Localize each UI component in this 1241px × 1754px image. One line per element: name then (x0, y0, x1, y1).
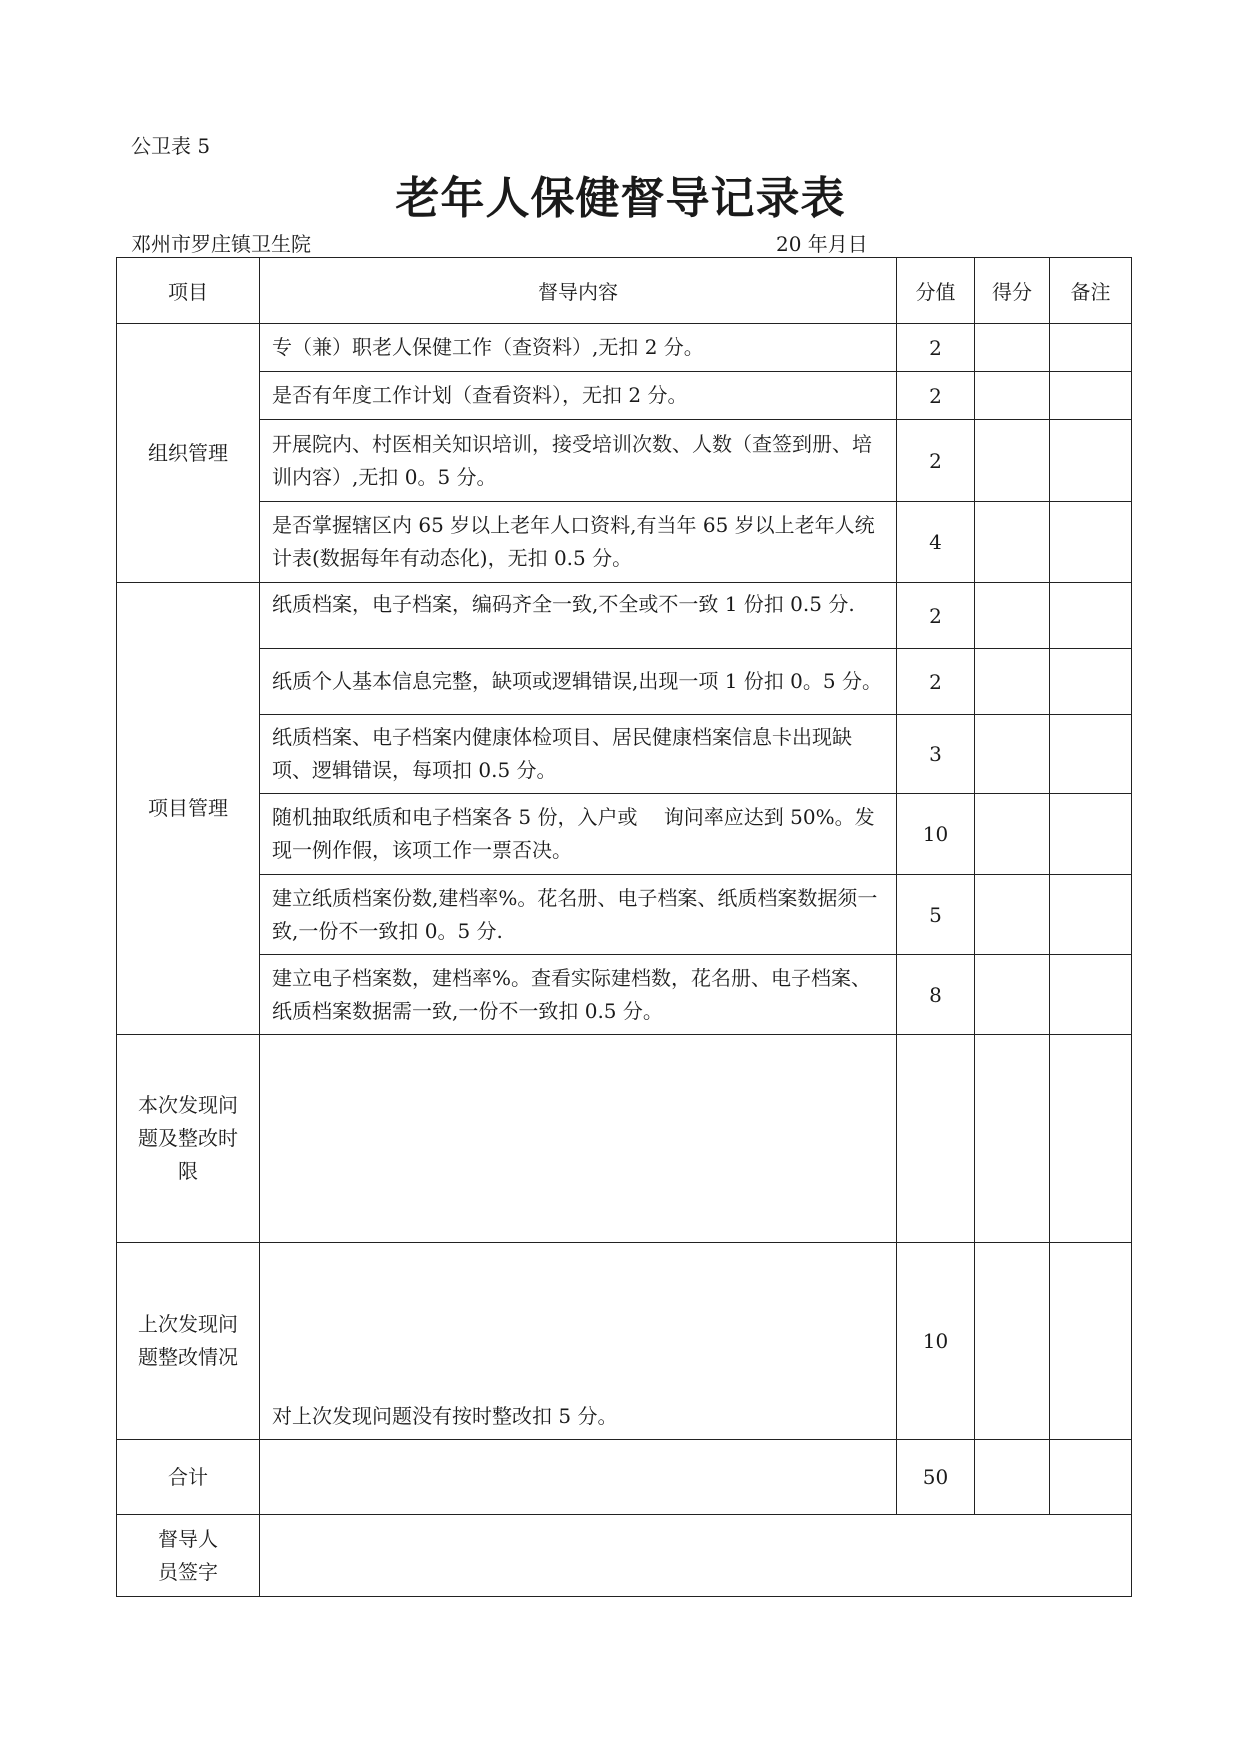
remarks-cell[interactable] (1050, 955, 1132, 1035)
score-value: 10 (897, 1243, 975, 1440)
table-row (117, 649, 1132, 715)
remarks-cell[interactable] (1050, 715, 1132, 794)
record-date: 20 年月日 (776, 232, 868, 256)
remarks-cell[interactable] (1050, 1035, 1132, 1243)
table-row (117, 875, 1132, 955)
score-obtained-cell[interactable] (975, 649, 1050, 715)
remarks-cell[interactable] (1050, 794, 1132, 875)
criterion-content: 建立电子档案数，建档率%。查看实际建档数，花名册、电子档案、纸质档案数据需一致,一份不一致扣 0.5 分。 (260, 955, 897, 1035)
score-obtained-cell[interactable] (975, 955, 1050, 1035)
criterion-content: 纸质档案、电子档案内健康体检项目、居民健康档案信息卡出现缺项、逻辑错误，每项扣 0.5 分。 (260, 715, 897, 794)
score-obtained-cell[interactable] (975, 715, 1050, 794)
signature-label (117, 1515, 260, 1597)
score-value: 2 (897, 649, 975, 715)
current-issues-content[interactable] (260, 1035, 897, 1243)
score-obtained-cell[interactable] (975, 583, 1050, 649)
score-obtained-cell[interactable] (975, 324, 1050, 372)
criterion-content: 随机抽取纸质和电子档案各 5 份，入户或 询问率应达到 50%。发现一例作假，该项工作一票否决。 (260, 794, 897, 875)
column-header-score-value: 分值 (897, 258, 975, 324)
table-header-row (117, 258, 1132, 324)
table-row (117, 372, 1132, 420)
criterion-content: 纸质个人基本信息完整，缺项或逻辑错误,出现一项 1 份扣 0。5 分。 (260, 649, 897, 715)
remarks-cell[interactable] (1050, 420, 1132, 502)
criterion-content: 开展院内、村医相关知识培训，接受培训次数、人数（查签到册、培训内容）,无扣 0。5 分。 (260, 420, 897, 502)
total-remarks-cell[interactable] (1050, 1440, 1132, 1515)
table-row (117, 1440, 1132, 1515)
score-value: 3 (897, 715, 975, 794)
total-score-value: 50 (897, 1440, 975, 1515)
criterion-content: 是否掌握辖区内 65 岁以上老年人口资料,有当年 65 岁以上老年人统计表(数据每年有动态化)，无扣 0.5 分。 (260, 502, 897, 583)
form-code: 公卫表 5 (131, 134, 211, 158)
table-row (117, 955, 1132, 1035)
column-header-item: 项目 (117, 258, 260, 324)
category-organization-management: 组织管理 (117, 324, 260, 583)
current-issues-label-text: 本次发现问题及整改时限 (138, 1093, 238, 1183)
table-row (117, 1515, 1132, 1597)
score-value: 5 (897, 875, 975, 955)
score-value: 2 (897, 324, 975, 372)
table-row (117, 324, 1132, 372)
column-header-remarks: 备注 (1050, 258, 1132, 324)
total-content-cell (260, 1440, 897, 1515)
remarks-cell[interactable] (1050, 324, 1132, 372)
score-value: 4 (897, 502, 975, 583)
current-issues-label (117, 1035, 260, 1243)
previous-issues-label (117, 1243, 260, 1440)
remarks-cell[interactable] (1050, 502, 1132, 583)
total-score-obtained-cell[interactable] (975, 1440, 1050, 1515)
score-obtained-cell[interactable] (975, 372, 1050, 420)
remarks-cell[interactable] (1050, 1243, 1132, 1440)
previous-issues-content: 对上次发现问题没有按时整改扣 5 分。 (260, 1243, 897, 1440)
table-row (117, 1243, 1132, 1440)
criterion-content: 是否有年度工作计划（查看资料），无扣 2 分。 (260, 372, 897, 420)
supervision-record-table (116, 257, 1132, 1597)
score-obtained-cell[interactable] (975, 1243, 1050, 1440)
criterion-content: 建立纸质档案份数,建档率%。花名册、电子档案、纸质档案数据须一致,一份不一致扣 0。5 分. (260, 875, 897, 955)
table-row (117, 715, 1132, 794)
signature-label-text: 督导人员签字 (158, 1526, 218, 1584)
criterion-content: 专（兼）职老人保健工作（查资料）,无扣 2 分。 (260, 324, 897, 372)
score-obtained-cell[interactable] (975, 502, 1050, 583)
score-value (897, 1035, 975, 1243)
table-row (117, 1035, 1132, 1243)
score-value: 2 (897, 583, 975, 649)
score-value: 2 (897, 372, 975, 420)
signature-field[interactable] (260, 1515, 1132, 1597)
column-header-score-obtained: 得分 (975, 258, 1050, 324)
score-obtained-cell[interactable] (975, 875, 1050, 955)
score-obtained-cell[interactable] (975, 794, 1050, 875)
remarks-cell[interactable] (1050, 583, 1132, 649)
column-header-content: 督导内容 (260, 258, 897, 324)
score-obtained-cell[interactable] (975, 420, 1050, 502)
remarks-cell[interactable] (1050, 875, 1132, 955)
page-title: 老年人保健督导记录表 (395, 173, 846, 224)
table-row (117, 420, 1132, 502)
score-value: 8 (897, 955, 975, 1035)
criterion-content: 纸质档案，电子档案，编码齐全一致,不全或不一致 1 份扣 0.5 分. (260, 583, 897, 649)
table-row (117, 794, 1132, 875)
score-obtained-cell[interactable] (975, 1035, 1050, 1243)
category-project-management: 项目管理 (117, 583, 260, 1035)
remarks-cell[interactable] (1050, 649, 1132, 715)
score-value: 2 (897, 420, 975, 502)
table-row (117, 502, 1132, 583)
organization-name: 邓州市罗庄镇卫生院 (131, 232, 311, 256)
score-value: 10 (897, 794, 975, 875)
previous-issues-label-text: 上次发现问题整改情况 (138, 1312, 238, 1369)
total-label: 合计 (117, 1440, 260, 1515)
table-row (117, 583, 1132, 649)
remarks-cell[interactable] (1050, 372, 1132, 420)
